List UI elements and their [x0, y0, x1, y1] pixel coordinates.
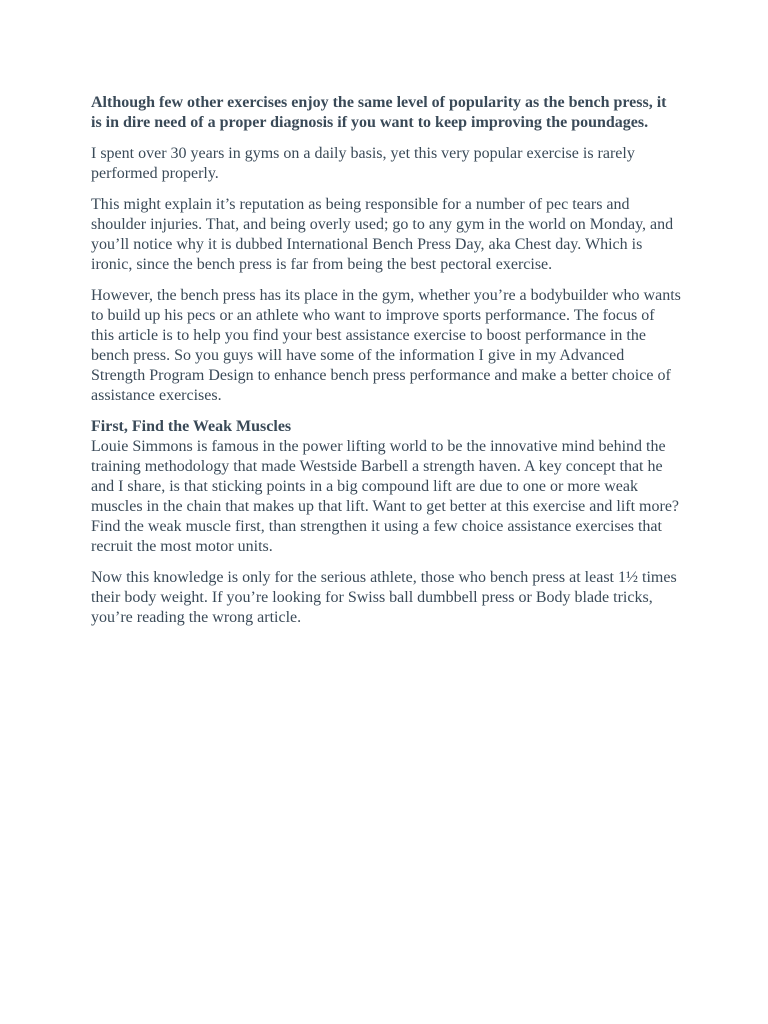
- paragraph-louie-simmons: Louie Simmons is famous in the power lifting world to be the innovative mind behind the training methodology that made Westside Barbell a strength haven. A key concept that he and I share, is that sticking points in a big compound lift are due to one or more weak muscles in the chain that makes up that lift. Want to get better at this exercise and lift more? Find the weak muscle first, than strengthen it using a few choice assistance exercises that recruit the most motor units.: [91, 438, 680, 555]
- paragraph-reputation: This might explain it’s reputation as being responsible for a number of pec tears and shoulder injuries. That, and being overly used; go to any gym in the world on Monday, and you’ll notice why it is dubbed International Bench Press Day, aka Chest day. Which is ironic, since the bench press is far from being the best pectoral exercise.: [91, 196, 674, 273]
- section-heading: First, Find the Weak Muscles: [91, 418, 292, 435]
- paragraph-audience: Now this knowledge is only for the serious athlete, those who bench press at least 1½ times their body weight. If you’re looking for Swiss ball dumbbell press or Body blade tricks, you’re reading the wrong article.: [91, 569, 677, 626]
- intro-paragraph: Although few other exercises enjoy the same level of popularity as the bench press, it is in dire need of a proper diagnosis if you want to keep improving the poundages.: [91, 94, 667, 131]
- paragraph-experience: I spent over 30 years in gyms on a daily basis, yet this very popular exercise is rarely performed properly.: [91, 145, 635, 182]
- paragraph-purpose: However, the bench press has its place in the gym, whether you’re a bodybuilder who wants to build up his pecs or an athlete who want to improve sports performance. The focus of this article is to help you find your best assistance exercise to boost performance in the bench press. So you guys will have some of the information I give in my Advanced Strength Program Design to enhance bench press performance and make a better choice of assistance exercises.: [91, 287, 681, 404]
- article-body: [91, 93, 681, 639]
- section-weak-muscles: [91, 417, 681, 557]
